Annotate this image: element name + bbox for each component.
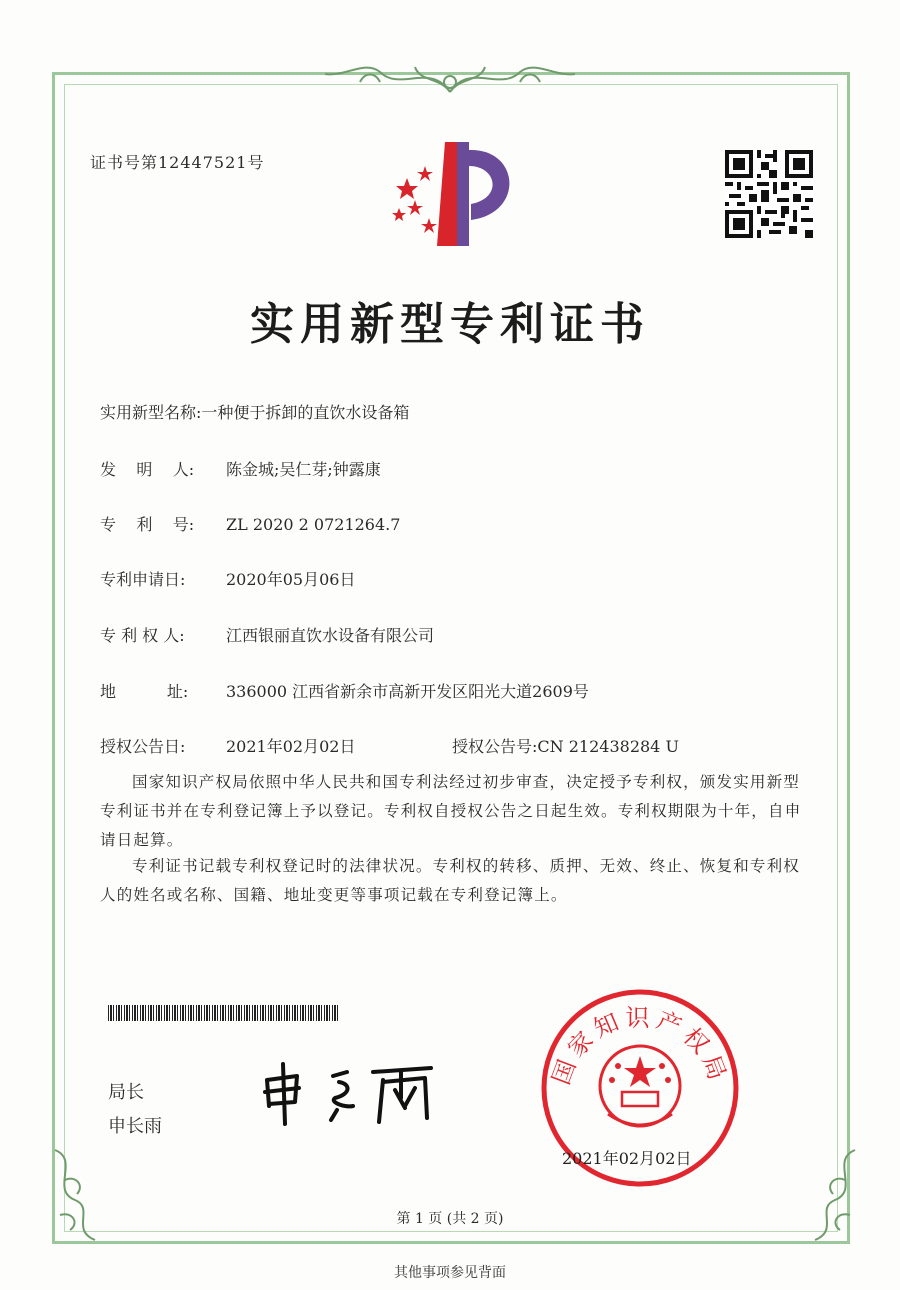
grant-number-label: 授权公告号: <box>452 737 538 756</box>
certificate-paragraph-2: 专利证书记载专利权登记时的法律状况。专利权的转移、质押、无效、终止、恢复和专利权人的姓名或名称、国籍、地址变更等事项记载在专利登记簿上。 <box>100 857 801 904</box>
utility-model-name-row <box>100 400 409 423</box>
filing-date-value: 2020年05月06日 <box>226 570 356 589</box>
signature-title: 局长 <box>108 1082 144 1103</box>
qr-code <box>725 150 813 238</box>
patent-office-logo <box>385 138 525 253</box>
handwritten-signature <box>255 1058 465 1128</box>
filing-date-row <box>100 567 355 590</box>
signature-name: 申长雨 <box>108 1116 162 1137</box>
utility-model-name-value: 一种便于拆卸的直饮水设备箱 <box>201 403 410 422</box>
bottom-right-ornament <box>790 1140 870 1250</box>
seal-text: 国家知识产权局 <box>546 1004 734 1089</box>
patent-number-value: ZL 2020 2 0721264.7 <box>226 515 401 534</box>
patentee-row <box>100 623 434 646</box>
certificate-number: 证书号第12447521号 <box>90 153 265 172</box>
seal-date: 2021年02月02日 <box>562 1149 692 1168</box>
grant-number-row <box>452 734 679 757</box>
address-label: 地 址: <box>100 682 189 701</box>
patentee-value: 江西银丽直饮水设备有限公司 <box>226 626 435 645</box>
grant-date-row <box>100 734 355 757</box>
bottom-left-ornament <box>40 1140 120 1250</box>
inventor-row <box>100 457 381 480</box>
patent-number-label: 专 利 号: <box>100 515 195 534</box>
address-row <box>100 679 589 702</box>
grant-date-label: 授权公告日: <box>100 737 186 756</box>
inventor-label: 发 明 人: <box>100 460 195 479</box>
page-number: 第 1 页 (共 2 页) <box>396 1211 504 1227</box>
patentee-label: 专 利 权 人: <box>100 626 185 645</box>
address-value: 336000 江西省新余市高新开发区阳光大道2609号 <box>226 682 589 701</box>
footer-note: 其他事项参见背面 <box>394 1265 506 1281</box>
inventor-value: 陈金城;吴仁芽;钟露康 <box>226 460 381 479</box>
utility-model-name-label: 实用新型名称: <box>100 403 202 422</box>
filing-date-label: 专利申请日: <box>100 570 186 589</box>
grant-number-value: CN 212438284 U <box>537 737 679 756</box>
top-ornament <box>320 52 580 102</box>
patent-number-row <box>100 512 400 535</box>
certificate-paragraph-1: 国家知识产权局依照中华人民共和国专利法经过初步审查，决定授予专利权，颁发实用新型专利证书并在专利登记簿上予以登记。专利权自授权公告之日起生效。专利权期限为十年，自申请日起算。 <box>100 773 802 849</box>
barcode <box>108 1005 340 1021</box>
grant-date-value: 2021年02月02日 <box>226 737 356 756</box>
certificate-title: 实用新型专利证书 <box>250 299 650 350</box>
